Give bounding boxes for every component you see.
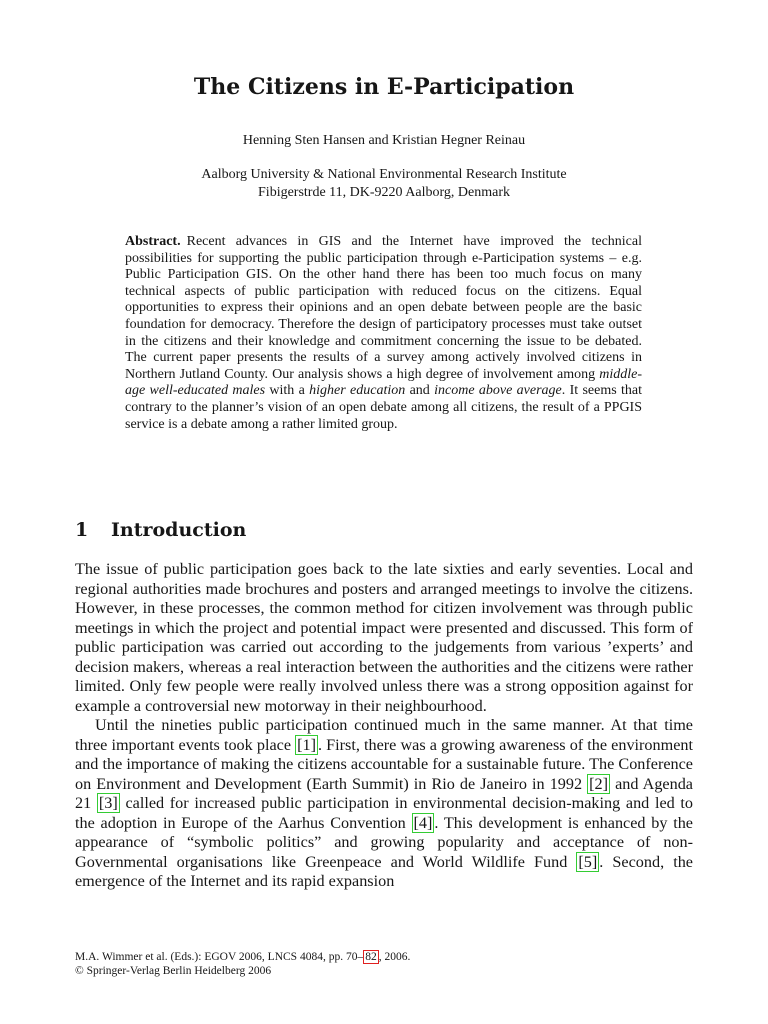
- footer-citation-text: M.A. Wimmer et al. (Eds.): EGOV 2006, LNCS 4084, pp. 70–: [75, 951, 364, 963]
- paper-title: The Citizens in E-Participation: [193, 74, 575, 100]
- paper-affiliation: [0, 166, 768, 202]
- paragraph-2-text-5: . This development is enhanced by the appearance of “symbolic politics” and growing popularity and acceptance of non-Governmental organisations like Greenpeace and World Wildlife Fund: [75, 813, 693, 871]
- citation-link-2[interactable]: [2]: [589, 774, 609, 793]
- abstract-text-3: and: [405, 383, 435, 399]
- page-range-link[interactable]: 82: [365, 951, 377, 963]
- affiliation-line-2: Fibigerstrde 11, DK-9220 Aalborg, Denmark: [258, 185, 510, 200]
- paragraph-1: The issue of public participation goes back to the late sixties and early seventies. Local and regional authorities made brochures and posters and arranged meetings to involve the citizens. However, in these processes, the common method for citizen involvement was through public meetings in which the project and potential impact were presented and discussed. This form of public participation was carried out according to the judgements from various ’experts’ and decision makers, whereas a real interaction between the authorities and the citizens were rather limited. Only few people were really involved unless there was a strong opposition against for example a controversial new motorway in their neighbourhood.: [75, 560, 693, 715]
- abstract-text-1: Recent advances in GIS and the Internet have improved the technical possibilities for supporting the public participation through e-Participation systems – e.g. Public Participation GIS. On the other hand there has been too much focus on many technical aspects of public participation with reduced focus on the citizens. Equal opportunities to express their opinions and an open debate between people are the basic foundation for democracy. Therefore the design of participatory processes must take outset in the citizens and their knowledge and commitment concerning the issue to be debated. The current paper presents the results of a survey among actively involved citizens in Northern Jutland County. Our analysis shows a high degree of involvement among: [125, 234, 642, 382]
- footer-copyright: © Springer-Verlag Berlin Heidelberg 2006: [75, 965, 272, 977]
- paragraph-2-text-4: called for increased public participation in environmental decision-making and led to the adoption in Europe of the Aarhus Convention: [75, 794, 694, 832]
- abstract-emphasis-1: middle-age well-educated males: [125, 366, 642, 399]
- abstract-label: Abstract.: [125, 234, 181, 249]
- paragraph-2: [75, 716, 693, 892]
- section-heading: [75, 519, 246, 541]
- paper-authors: Henning Sten Hansen and Kristian Hegner Reinau: [242, 133, 526, 148]
- abstract: [125, 234, 642, 433]
- citation-link-4[interactable]: [4]: [413, 813, 433, 832]
- footer-line-1: [75, 950, 410, 964]
- section-title: Introduction: [111, 519, 247, 541]
- body-text: [75, 560, 693, 892]
- abstract-emphasis-3: income above average: [434, 383, 562, 399]
- abstract-text-4: . It seems that contrary to the planner’s vision of an open debate among all citizens, the result of a PPGIS service is a debate among a rather limited group.: [125, 383, 642, 432]
- paragraph-2-text-2: . First, there was a growing awareness of the environment and the importance of making the citizens accountable for a sustainable future. The Conference on Environment and Development (Earth Summit) in Rio de Janeiro in 1992: [75, 735, 693, 793]
- paragraph-2-text-1: Until the nineties public participation continued much in the same manner. At that time three important events took place: [75, 716, 693, 754]
- abstract-text-2: with a: [265, 383, 310, 399]
- footer-citation-end: , 2006.: [378, 951, 411, 963]
- citation-link-5[interactable]: [5]: [578, 852, 598, 871]
- paragraph-2-text-6: . Second, the emergence of the Internet and its rapid expansion: [75, 852, 693, 890]
- page-footer: [75, 950, 410, 978]
- citation-link-3[interactable]: [3]: [98, 794, 118, 812]
- abstract-emphasis-2: higher education: [309, 383, 406, 399]
- paragraph-2-text-3: and Agenda 21: [75, 774, 693, 812]
- section-number: 1: [75, 519, 89, 541]
- citation-link-1[interactable]: [1]: [297, 735, 316, 754]
- affiliation-line-1: Aalborg University & National Environmental Research Institute: [201, 167, 567, 182]
